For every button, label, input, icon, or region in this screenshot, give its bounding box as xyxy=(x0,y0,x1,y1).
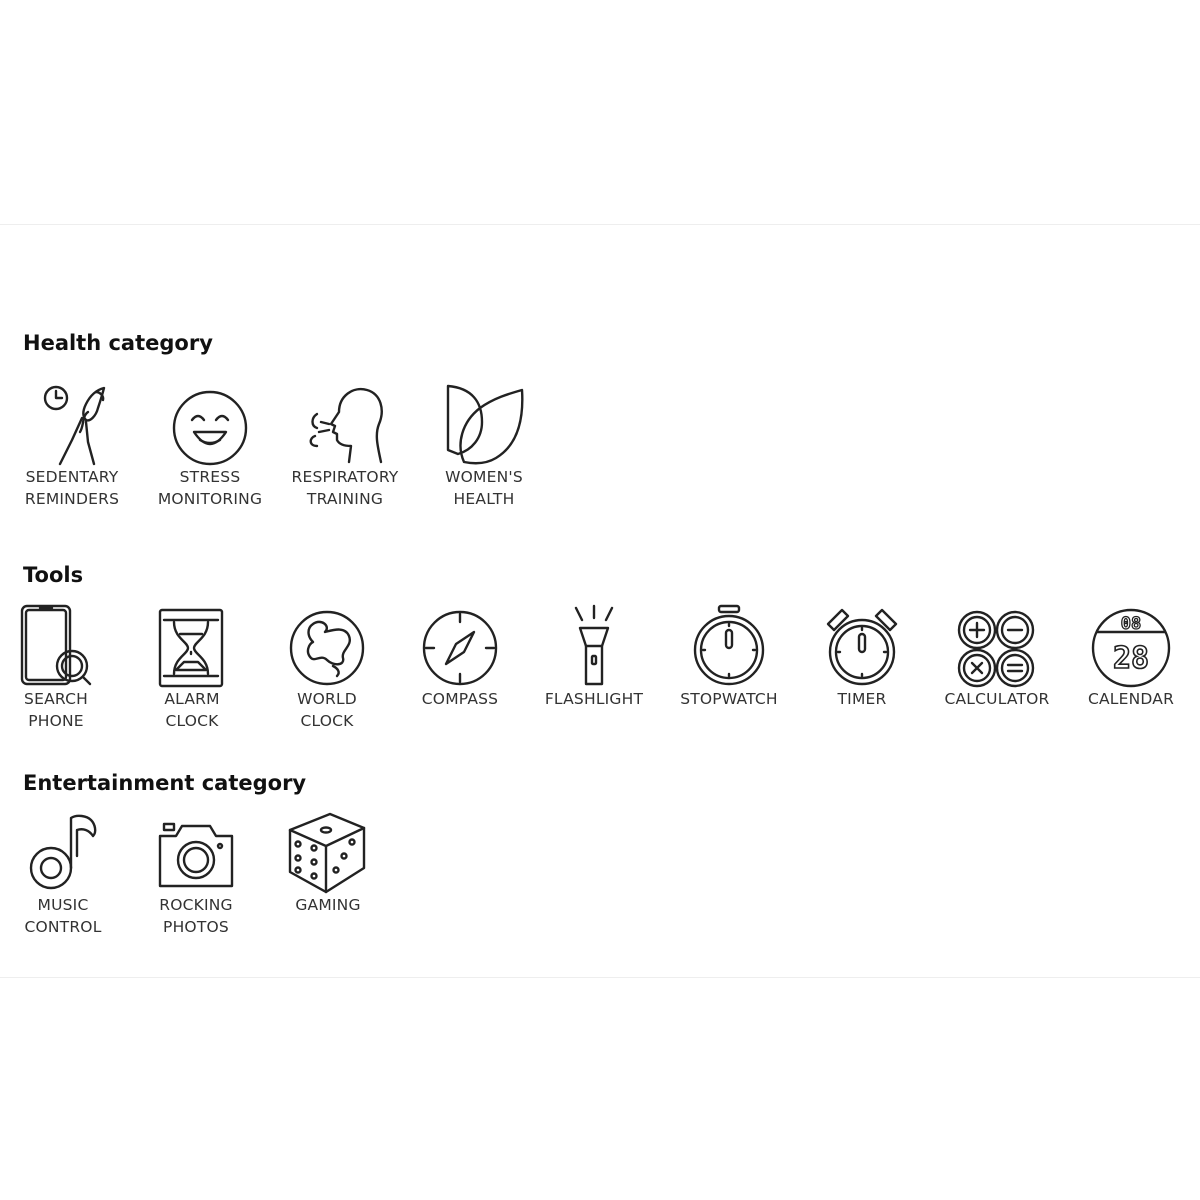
feature-gaming xyxy=(253,810,403,916)
stopwatch-icon xyxy=(687,604,771,688)
feature-calculator xyxy=(922,604,1072,710)
feature-stress-monitoring xyxy=(135,382,285,510)
feature-label: ALARM CLOCK xyxy=(164,690,220,730)
search-phone-icon xyxy=(14,604,98,688)
feature-label: WORLD CLOCK xyxy=(297,690,357,730)
feature-label: SEARCH PHONE xyxy=(24,690,88,730)
feature-label: FLASHLIGHT xyxy=(544,690,644,708)
feature-label: STRESS MONITORING xyxy=(157,468,263,508)
flashlight-icon xyxy=(552,604,636,688)
sedentary-icon xyxy=(30,382,114,466)
feature-label: MUSIC CONTROL xyxy=(24,896,102,936)
feature-label: COMPASS xyxy=(421,690,499,708)
feature-label: ROCKING PHOTOS xyxy=(159,896,233,936)
feature-respiratory-training xyxy=(270,382,420,510)
feature-label: CALCULATOR xyxy=(944,690,1050,708)
feature-music-control xyxy=(0,810,138,938)
calendar-month-text: 08 xyxy=(1120,614,1142,634)
leaf-icon xyxy=(442,382,526,466)
calendar-icon xyxy=(1089,604,1173,688)
globe-icon xyxy=(285,604,369,688)
feature-flashlight xyxy=(519,604,669,710)
feature-sedentary-reminders xyxy=(0,382,147,510)
feature-label: GAMING xyxy=(295,896,361,914)
feature-alarm-clock xyxy=(117,604,267,732)
smiley-icon xyxy=(168,382,252,466)
feature-womens-health xyxy=(409,382,559,510)
feature-label: WOMEN'S HEALTH xyxy=(445,468,523,508)
music-note-icon xyxy=(21,810,105,894)
feature-search-phone xyxy=(0,604,131,732)
feature-world-clock xyxy=(252,604,402,732)
feature-rocking-photos xyxy=(121,810,271,938)
section-title-entertainment: Entertainment category xyxy=(23,771,307,795)
feature-label: RESPIRATORY TRAINING xyxy=(291,468,399,508)
compass-icon xyxy=(418,604,502,688)
camera-icon xyxy=(154,810,238,894)
feature-label: STOPWATCH xyxy=(680,690,778,708)
breathing-head-icon xyxy=(303,382,387,466)
section-title-tools: Tools xyxy=(23,563,84,587)
feature-label: CALENDAR xyxy=(1087,690,1175,708)
feature-label: SEDENTARY REMINDERS xyxy=(24,468,120,508)
dice-icon xyxy=(286,810,370,894)
calendar-day-text: 28 xyxy=(1112,641,1150,676)
feature-stopwatch xyxy=(654,604,804,710)
timer-icon xyxy=(820,604,904,688)
feature-calendar xyxy=(1056,604,1200,710)
feature-compass xyxy=(385,604,535,710)
section-title-health: Health category xyxy=(23,331,213,355)
hourglass-icon xyxy=(150,604,234,688)
calculator-icon xyxy=(955,604,1039,688)
feature-label: TIMER xyxy=(837,690,887,708)
feature-timer xyxy=(787,604,937,710)
